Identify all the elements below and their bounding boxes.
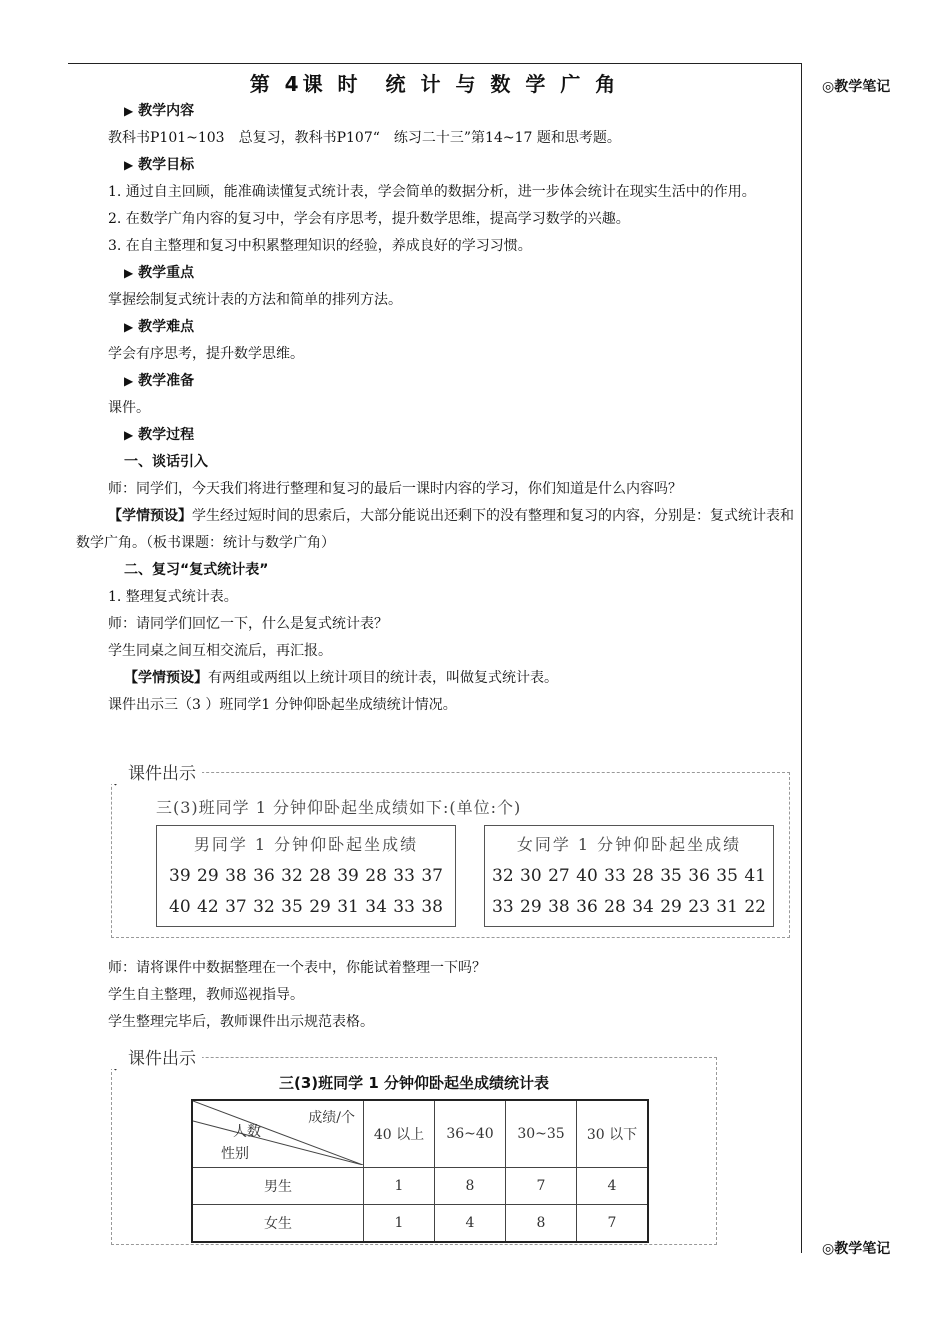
- courseware-note: 三(3)班同学 1 分钟仰卧起坐成绩如下:(单位:个): [156, 798, 522, 817]
- prep-text: 课件。: [108, 400, 150, 416]
- part-1-heading: 一、谈话引入: [124, 454, 208, 470]
- teacher-line-7: 学生整理完毕后，教师课件出示规范表格。: [108, 1014, 374, 1030]
- table-corner-cell: [192, 1100, 364, 1168]
- goal-1: 1. 通过自主回顾，能准确读懂复式统计表，学会简单的数据分析，进一步体会统计在现实生活中的作用。: [108, 184, 756, 200]
- table-cell: 8: [435, 1168, 506, 1205]
- column-header: 30 以下: [577, 1100, 649, 1168]
- courseware-label: 课件出示: [110, 759, 202, 784]
- section-head-process: ▶ 教学过程: [124, 427, 195, 443]
- boys-row-2: 40 42 37 32 35 29 31 34 33 38: [169, 897, 443, 917]
- teacher-line-5: 师：请将课件中数据整理在一个表中，你能试着整理一下吗？: [108, 960, 486, 976]
- preset-1: 【学情预设】学生经过短时间的思索后，大部分能说出还剩下的没有整理和复习的内容，分别是：复式统计表和数学广角。（板书课题：统计与数学广角）: [76, 508, 794, 551]
- row-label: 男生: [192, 1168, 364, 1205]
- triangle-icon: ▶: [124, 320, 134, 334]
- table-row: [192, 1168, 648, 1205]
- triangle-icon: ▶: [124, 266, 134, 280]
- courseware-label: 课件出示: [110, 1044, 202, 1069]
- girls-title: 女同学 1 分钟仰卧起坐成绩: [516, 835, 742, 854]
- preset-2: 【学情预设】有两组或两组以上统计项目的统计表，叫做复式统计表。: [124, 670, 558, 686]
- notes-label-top: ◎教学笔记: [822, 79, 891, 95]
- top-rule: [68, 63, 801, 64]
- notes-divider: [801, 63, 802, 1253]
- boys-data-box: [156, 825, 456, 927]
- table-cell: 4: [435, 1205, 506, 1243]
- table-row: [192, 1205, 648, 1243]
- section-head-difficulty: ▶ 教学难点: [124, 319, 195, 335]
- part-2-heading: 二、复习“复式统计表”: [124, 562, 269, 578]
- section-head-key: ▶ 教学重点: [124, 265, 195, 281]
- goal-2: 2. 在数学广角内容的复习中，学会有序思考，提升数学思维，提高学习数学的兴趣。: [108, 211, 630, 227]
- step-1: 1. 整理复式统计表。: [108, 589, 238, 605]
- table-cell: 1: [364, 1205, 435, 1243]
- corner-score: 成绩/个: [308, 1110, 355, 1126]
- key-text: 掌握绘制复式统计表的方法和简单的排列方法。: [108, 292, 402, 308]
- column-header: 40 以上: [364, 1100, 435, 1168]
- lesson-title: 第 4课 时 统 计 与 数 学 广 角: [249, 72, 620, 96]
- row-label: 女生: [192, 1205, 364, 1243]
- boys-title: 男同学 1 分钟仰卧起坐成绩: [193, 835, 419, 854]
- table-cell: 4: [577, 1168, 649, 1205]
- teacher-line-1: 师：同学们，今天我们将进行整理和复习的最后一课时内容的学习，你们知道是什么内容吗？: [108, 481, 682, 497]
- stat-table-title: 三(3)班同学 1 分钟仰卧起坐成绩统计表: [278, 1074, 550, 1092]
- difficulty-text: 学会有序思考，提升数学思维。: [108, 346, 304, 362]
- girls-data-box: [484, 825, 774, 927]
- triangle-icon: ▶: [124, 158, 134, 172]
- boys-row-1: 39 29 38 36 32 28 39 28 33 37: [169, 866, 443, 886]
- girls-row-1: 32 30 27 40 33 28 35 36 35 41: [492, 866, 766, 886]
- teacher-line-2: 师：请同学们回忆一下，什么是复式统计表？: [108, 616, 388, 632]
- content-text: 教科书P101~103 总复习，教科书P107“ 练习二十三”第14~17 题和思考题。: [108, 130, 621, 146]
- lesson-body-2: [76, 955, 798, 1036]
- notes-label-bottom: ◎教学笔记: [822, 1241, 891, 1257]
- column-header: 36~40: [435, 1100, 506, 1168]
- column-header: 30~35: [506, 1100, 577, 1168]
- courseware-box-1: [111, 764, 790, 938]
- courseware-box-2: [111, 1049, 717, 1245]
- section-head-prep: ▶ 教学准备: [124, 373, 195, 389]
- goal-3: 3. 在自主整理和复习中积累整理知识的经验，养成良好的学习习惯。: [108, 238, 532, 254]
- teacher-line-3: 学生同桌之间互相交流后，再汇报。: [108, 643, 332, 659]
- corner-gender: 性别: [221, 1146, 249, 1162]
- table-cell: 1: [364, 1168, 435, 1205]
- triangle-icon: ▶: [124, 428, 134, 442]
- section-head-content: ▶ 教学内容: [124, 103, 195, 119]
- triangle-icon: ▶: [124, 104, 134, 118]
- table-cell: 7: [577, 1205, 649, 1243]
- section-head-goals: ▶ 教学目标: [124, 157, 195, 173]
- lesson-body: [76, 98, 798, 719]
- teacher-line-4: 课件出示三（3 ）班同学1 分钟仰卧起坐成绩统计情况。: [108, 697, 457, 713]
- stat-table: [191, 1099, 649, 1243]
- teacher-line-6: 学生自主整理，教师巡视指导。: [108, 987, 304, 1003]
- girls-row-2: 33 29 38 36 28 34 29 23 31 22: [492, 897, 766, 917]
- corner-count: 人数: [233, 1124, 261, 1140]
- triangle-icon: ▶: [124, 374, 134, 388]
- table-header-row: [192, 1100, 648, 1168]
- table-cell: 7: [506, 1168, 577, 1205]
- table-cell: 8: [506, 1205, 577, 1243]
